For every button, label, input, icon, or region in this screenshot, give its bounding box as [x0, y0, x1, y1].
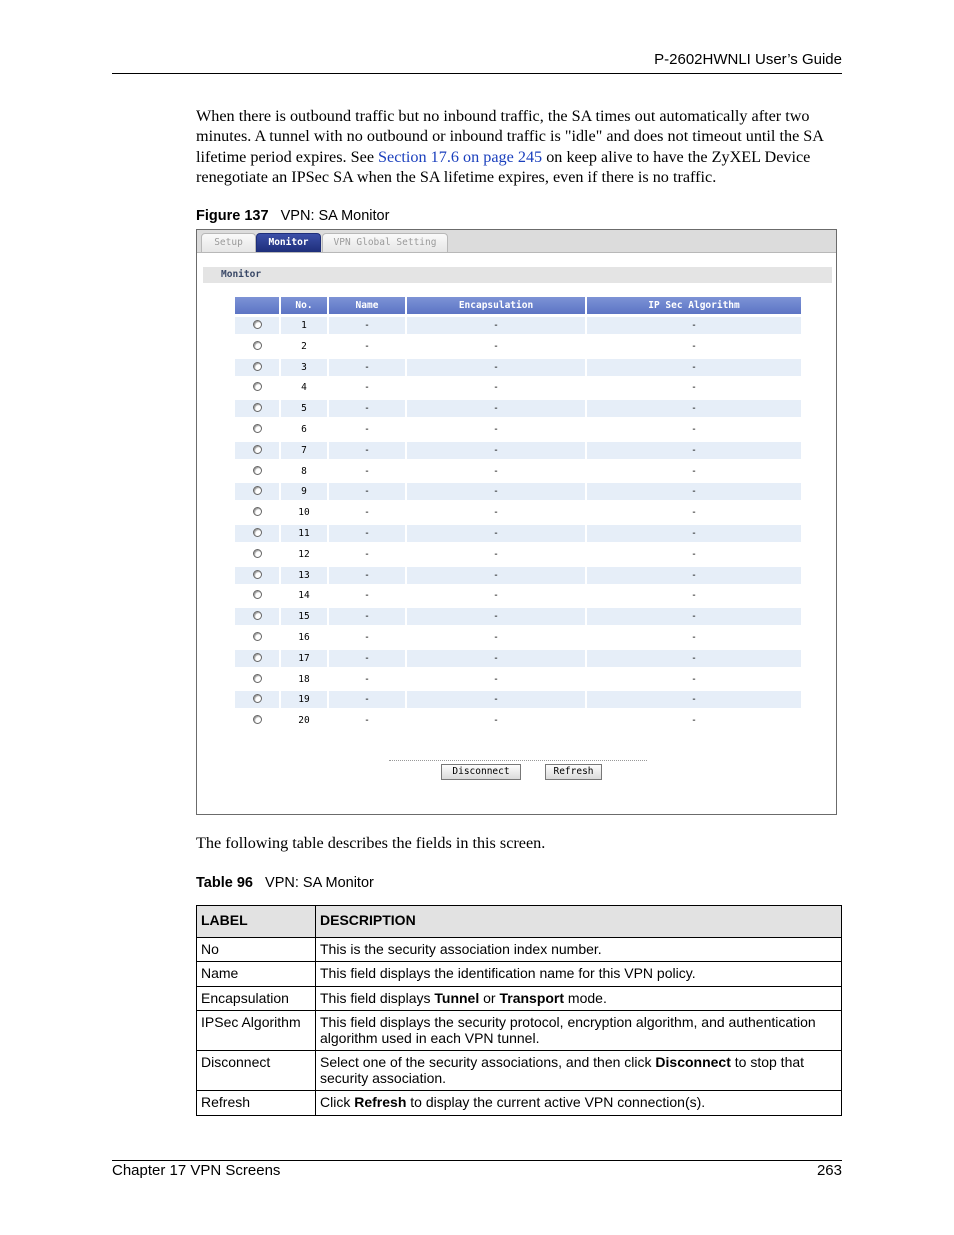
sa-row: [235, 608, 802, 625]
header-label: LABEL: [197, 906, 316, 938]
ipsec-algorithm-cell: -: [587, 525, 801, 542]
encapsulation-cell: -: [493, 382, 499, 394]
row-label: IPSec Algorithm: [197, 1011, 316, 1051]
no-cell: 16: [298, 632, 310, 643]
table-caption: [196, 875, 374, 891]
sa-select-radio[interactable]: [253, 486, 262, 495]
sa-row: [235, 671, 802, 688]
description-text: This is the security association index number.: [320, 940, 602, 957]
ipsec-algorithm-cell: -: [691, 424, 697, 435]
description-text: mode.: [564, 989, 607, 1006]
name-cell: -: [364, 548, 370, 560]
sa-row: [235, 525, 802, 542]
encapsulation-cell: -: [407, 442, 585, 459]
footer-rule: [112, 1160, 842, 1161]
sa-select-radio[interactable]: [253, 632, 262, 641]
sa-select-radio[interactable]: [253, 715, 262, 724]
ipsec-algorithm-cell: -: [691, 632, 697, 643]
select-cell: [235, 359, 279, 376]
column-header-select: [235, 297, 279, 314]
ipsec-algorithm-cell: -: [587, 359, 801, 376]
sa-row: [235, 483, 802, 500]
description-bold-term: Disconnect: [655, 1054, 731, 1070]
no-cell: 14: [298, 590, 310, 602]
description-text: This field displays the identification name for this VPN policy.: [320, 965, 696, 981]
select-cell: [235, 567, 279, 584]
ipsec-algorithm-cell: -: [587, 400, 801, 417]
table-row: [197, 986, 842, 1011]
no-cell: 19: [281, 691, 327, 708]
intro-text-before: When there is outbound traffic but no inbound traffic, the SA times out automatically after two minutes. A tunnel with no outbound or inbound traffic is "idle" and does not timeout until the SA lifetime period expires. See: [196, 107, 824, 166]
description-text: This field displays: [320, 989, 435, 1006]
sa-select-radio[interactable]: [253, 445, 262, 454]
sa-row: [235, 712, 802, 729]
sa-row: [235, 317, 802, 334]
tab-setup[interactable]: Setup: [201, 233, 256, 252]
no-cell: 1: [281, 317, 327, 334]
table-header-row: [197, 906, 842, 938]
encapsulation-cell: -: [493, 715, 499, 727]
encapsulation-cell: -: [493, 673, 499, 685]
sa-select-radio[interactable]: [253, 362, 262, 371]
table-row: [197, 937, 842, 962]
encapsulation-cell: -: [407, 525, 585, 542]
row-description: [316, 1011, 842, 1051]
sa-row: [235, 421, 802, 438]
name-cell: -: [364, 507, 370, 519]
select-cell: [235, 712, 279, 729]
no-cell: 17: [281, 650, 327, 667]
encapsulation-cell: -: [407, 691, 585, 708]
name-cell: -: [329, 650, 405, 667]
table-row: [197, 962, 842, 987]
column-header-no: No.: [281, 297, 327, 314]
select-cell: [235, 421, 279, 438]
encapsulation-cell: -: [493, 424, 499, 435]
sa-select-radio[interactable]: [253, 320, 262, 329]
name-cell: -: [329, 442, 405, 459]
tab-vpn-global-setting[interactable]: VPN Global Setting: [322, 233, 448, 252]
no-cell: 20: [298, 715, 310, 727]
ipsec-algorithm-cell: -: [691, 548, 697, 560]
row-label: Name: [197, 962, 316, 987]
column-header-ipsec-algorithm: IP Sec Algorithm: [587, 297, 801, 314]
description-text: to stop that security association.: [320, 1054, 805, 1086]
select-cell: [235, 671, 279, 688]
sa-select-radio[interactable]: [253, 549, 262, 558]
encapsulation-cell: -: [407, 567, 585, 584]
select-cell: [235, 546, 279, 563]
no-cell: 11: [281, 525, 327, 542]
monitor-section-title: Monitor: [203, 267, 832, 283]
table-body: [197, 937, 842, 1115]
select-cell: [235, 691, 279, 708]
table-row: [197, 1091, 842, 1116]
encapsulation-cell: -: [493, 340, 499, 352]
name-cell: -: [329, 691, 405, 708]
sa-row: [235, 379, 802, 396]
refresh-button[interactable]: Refresh: [545, 764, 602, 780]
tab-bar: [197, 230, 836, 253]
sa-select-radio[interactable]: [253, 570, 262, 579]
row-description: [316, 962, 842, 987]
select-cell: [235, 629, 279, 646]
sa-row: [235, 359, 802, 376]
sa-select-radio[interactable]: [253, 403, 262, 412]
description-bold-term: Transport: [499, 989, 565, 1006]
sa-select-radio[interactable]: [253, 611, 262, 620]
select-cell: [235, 587, 279, 604]
row-description: [316, 1091, 842, 1116]
table-row: [197, 1011, 842, 1051]
name-cell: -: [364, 673, 370, 685]
sa-select-radio[interactable]: [253, 674, 262, 683]
button-divider: [389, 760, 647, 761]
description-text: Click: [320, 1094, 355, 1110]
sa-row: [235, 546, 802, 563]
header-description: DESCRIPTION: [316, 906, 842, 938]
name-cell: -: [364, 382, 370, 394]
select-cell: [235, 400, 279, 417]
figure-caption: [196, 208, 389, 224]
no-cell: 2: [301, 340, 307, 352]
ipsec-algorithm-cell: -: [587, 442, 801, 459]
name-cell: -: [364, 340, 370, 352]
row-label: Refresh: [197, 1091, 316, 1116]
no-cell: 7: [281, 442, 327, 459]
sa-row: [235, 504, 802, 521]
select-cell: [235, 504, 279, 521]
row-label: Encapsulation: [197, 986, 316, 1011]
sa-row: [235, 338, 802, 355]
select-cell: [235, 442, 279, 459]
no-cell: 9: [281, 483, 327, 500]
sa-select-radio[interactable]: [253, 590, 262, 599]
ipsec-algorithm-cell: -: [691, 340, 697, 352]
select-cell: [235, 483, 279, 500]
description-bold-term: Tunnel: [434, 989, 480, 1006]
select-cell: [235, 379, 279, 396]
select-cell: [235, 338, 279, 355]
encapsulation-cell: -: [407, 317, 585, 334]
table-title: VPN: SA Monitor: [265, 875, 374, 891]
ipsec-algorithm-cell: -: [587, 567, 801, 584]
ipsec-algorithm-cell: -: [691, 673, 697, 685]
no-cell: 13: [281, 567, 327, 584]
column-header-name: Name: [329, 297, 405, 314]
description-text: This field displays the security protocol, encryption algorithm, and authentication algorithm used in each VPN tunnel.: [320, 1014, 816, 1046]
sa-select-radio[interactable]: [253, 653, 262, 662]
sa-select-radio[interactable]: [253, 382, 262, 391]
description-text: to display the current active VPN connection(s).: [406, 1094, 706, 1110]
figure-label: Figure 137: [196, 208, 269, 224]
intro-text-after: on keep alive to have the ZyXEL Device renegotiate an IPSec SA when the SA lifetime expires, even if there is no traffic.: [196, 147, 811, 187]
no-cell: 8: [301, 465, 307, 477]
footer-chapter: Chapter 17 VPN Screens: [112, 1162, 281, 1179]
row-description: [316, 937, 842, 962]
sa-select-radio[interactable]: [253, 528, 262, 537]
disconnect-button[interactable]: Disconnect: [441, 764, 521, 780]
select-cell: [235, 463, 279, 480]
table-intro-paragraph: The following table describes the fields in this screen.: [196, 834, 546, 852]
sa-row: [235, 567, 802, 584]
ipsec-algorithm-cell: -: [691, 590, 697, 602]
select-cell: [235, 525, 279, 542]
sa-row: [235, 691, 802, 708]
page-header-title: P-2602HWNLI User’s Guide: [654, 51, 842, 68]
figure-title: VPN: SA Monitor: [280, 208, 390, 224]
description-bold-term: Refresh: [354, 1094, 407, 1110]
ipsec-algorithm-cell: -: [691, 715, 697, 727]
name-cell: -: [329, 525, 405, 542]
description-table: [196, 905, 842, 1116]
no-cell: 12: [298, 548, 310, 560]
ipsec-algorithm-cell: -: [691, 382, 697, 394]
name-cell: -: [329, 567, 405, 584]
intro-paragraph: [196, 106, 846, 188]
header-rule: [112, 73, 842, 74]
encapsulation-cell: -: [493, 548, 499, 560]
row-description: [316, 1051, 842, 1091]
sa-select-radio[interactable]: [253, 694, 262, 703]
encapsulation-cell: -: [493, 632, 499, 643]
sa-row: [235, 463, 802, 480]
name-cell: -: [329, 317, 405, 334]
no-cell: 5: [281, 400, 327, 417]
ipsec-algorithm-cell: -: [691, 507, 697, 519]
sa-select-radio[interactable]: [253, 341, 262, 350]
ipsec-algorithm-cell: -: [691, 465, 697, 477]
name-cell: -: [364, 424, 370, 435]
sa-select-radio[interactable]: [253, 507, 262, 516]
ipsec-algorithm-cell: -: [587, 317, 801, 334]
encapsulation-cell: -: [407, 359, 585, 376]
row-label: Disconnect: [197, 1051, 316, 1091]
sa-row: [235, 587, 802, 604]
name-cell: -: [329, 608, 405, 625]
row-description: [316, 986, 842, 1011]
name-cell: -: [364, 632, 370, 643]
ipsec-algorithm-cell: -: [587, 608, 801, 625]
table-label: Table 96: [196, 875, 253, 891]
no-cell: 10: [298, 507, 310, 519]
name-cell: -: [364, 465, 370, 477]
section-link[interactable]: Section 17.6 on page 245: [378, 147, 543, 166]
sa-select-radio[interactable]: [253, 466, 262, 475]
sa-row: [235, 442, 802, 459]
description-text: or: [479, 989, 500, 1006]
tab-monitor[interactable]: Monitor: [256, 233, 321, 252]
footer-page-number: 263: [816, 1162, 842, 1179]
no-cell: 3: [281, 359, 327, 376]
select-cell: [235, 650, 279, 667]
sa-row: [235, 650, 802, 667]
column-header-encapsulation: Encapsulation: [407, 297, 585, 314]
table-row: [197, 1051, 842, 1091]
ipsec-algorithm-cell: -: [587, 691, 801, 708]
no-cell: 18: [298, 673, 310, 685]
name-cell: -: [364, 715, 370, 727]
ipsec-algorithm-cell: -: [587, 483, 801, 500]
no-cell: 6: [301, 424, 307, 435]
name-cell: -: [329, 359, 405, 376]
encapsulation-cell: -: [407, 400, 585, 417]
encapsulation-cell: -: [407, 650, 585, 667]
encapsulation-cell: -: [493, 465, 499, 477]
no-cell: 4: [301, 382, 307, 394]
name-cell: -: [329, 400, 405, 417]
ipsec-algorithm-cell: -: [587, 650, 801, 667]
select-cell: [235, 317, 279, 334]
no-cell: 15: [281, 608, 327, 625]
name-cell: -: [364, 590, 370, 602]
name-cell: -: [329, 483, 405, 500]
encapsulation-cell: -: [407, 483, 585, 500]
encapsulation-cell: -: [493, 507, 499, 519]
row-label: No: [197, 937, 316, 962]
sa-monitor-screenshot: [196, 229, 837, 815]
description-text: Select one of the security associations, and then click: [320, 1054, 656, 1070]
sa-select-radio[interactable]: [253, 424, 262, 433]
encapsulation-cell: -: [493, 590, 499, 602]
encapsulation-cell: -: [407, 608, 585, 625]
sa-row: [235, 629, 802, 646]
select-cell: [235, 608, 279, 625]
sa-row: [235, 400, 802, 417]
